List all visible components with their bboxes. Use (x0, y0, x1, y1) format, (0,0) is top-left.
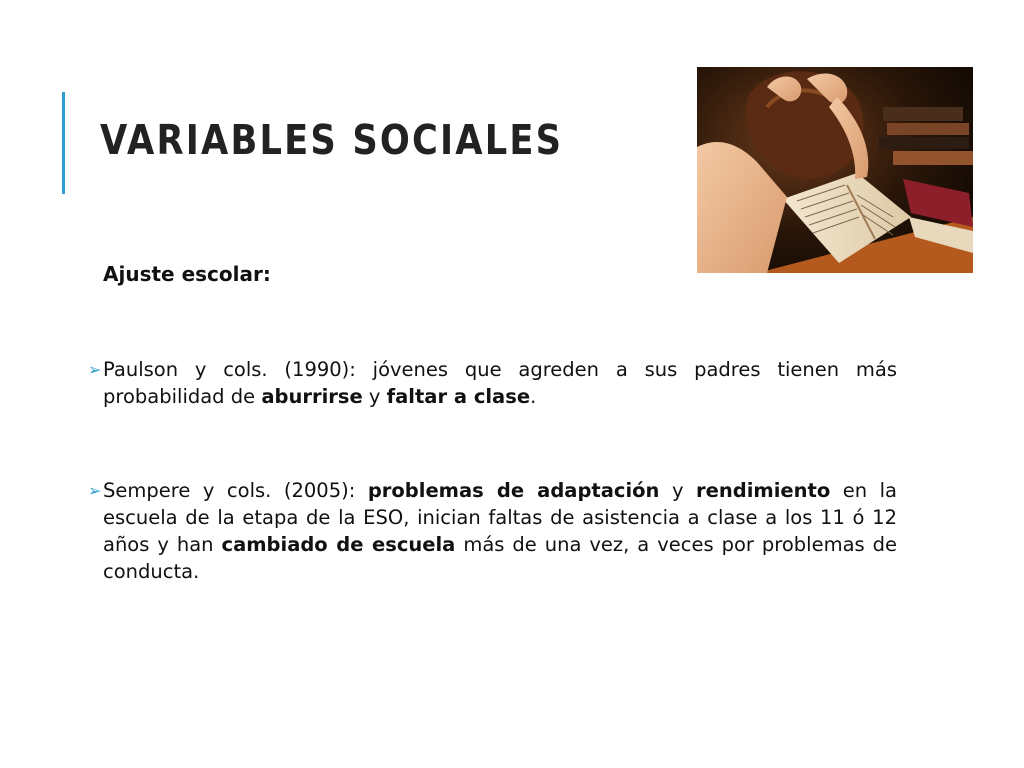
student-with-books-photo (697, 67, 973, 273)
bullet-emphasis: problemas de adaptación (367, 479, 660, 502)
title-accent-bar (62, 92, 65, 194)
bullet-paulson (88, 356, 897, 410)
bullet-emphasis: rendimiento (696, 479, 831, 502)
bullet-text: más de una vez, a veces por problemas de conducta. (103, 533, 898, 583)
bullet-emphasis: cambiado de escuela (221, 533, 456, 556)
arrow-bullet-icon: ➢ (88, 360, 102, 379)
bullet-text: Paulson y cols. (1990): jóvenes que agreden a sus padres tienen más probabilidad de (103, 358, 897, 408)
bullet-emphasis: aburrirse (261, 385, 363, 408)
bullet-text: y (659, 479, 697, 502)
bullet-sempere (88, 477, 898, 585)
bullet-emphasis: faltar a clase (386, 385, 531, 408)
bullet-text: . (530, 385, 537, 408)
subheading: Ajuste escolar: (103, 262, 271, 286)
arrow-bullet-icon: ➢ (88, 481, 102, 500)
bullet-text: y (362, 385, 387, 408)
slide-title: VARIABLES SOCIALES (100, 116, 564, 164)
bullet-text: Sempere y cols. (2005): (103, 479, 368, 502)
bullet-text: en la escuela de la etapa de la ESO, inician faltas de asistencia a clase a los 11 ó 12 años y han (103, 479, 897, 556)
